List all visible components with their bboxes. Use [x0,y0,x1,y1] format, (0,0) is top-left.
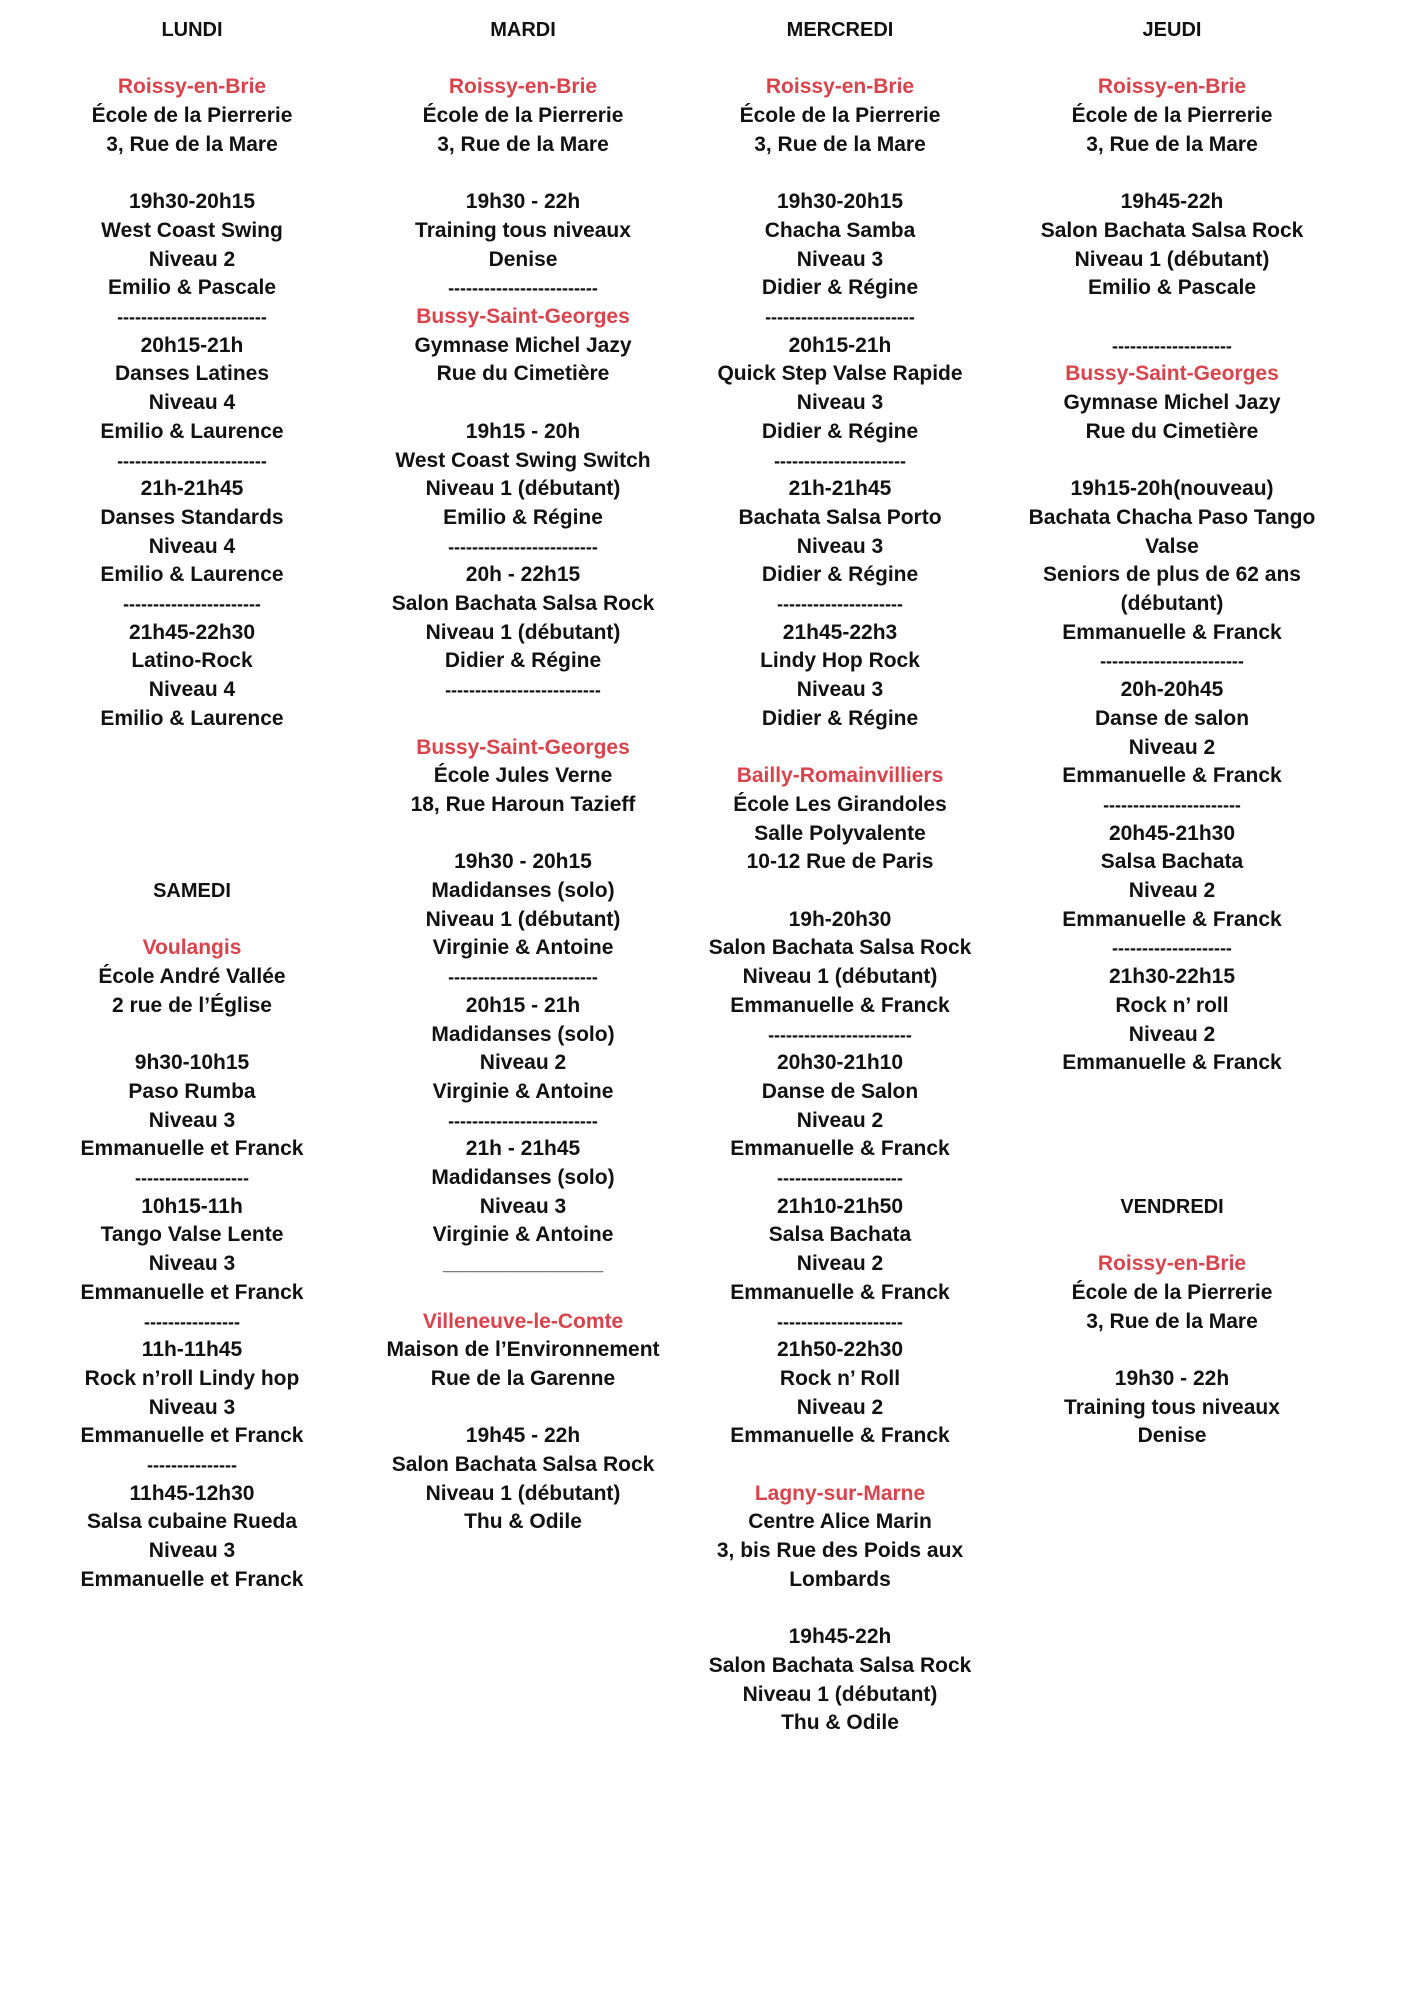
day-heading: LUNDI [161,19,223,41]
schedule-line: Niveau 1 (débutant) [742,1682,938,1706]
separator-line: ------------------------- [448,278,598,299]
day-heading: JEUDI [1142,19,1202,41]
schedule-line: 3, Rue de la Mare [754,132,926,156]
schedule-line: Emilio & Régine [443,505,603,529]
schedule-line: Quick Step Valse Rapide [717,362,963,386]
blank-line [1022,303,1322,332]
schedule-line: 2 rue de l’Église [112,993,272,1017]
schedule-line: Emmanuelle & Franck [730,1137,950,1161]
blank-line [373,705,673,734]
schedule-line: 19h15 - 20h [465,419,581,443]
blank-line [42,820,342,849]
schedule-line: 10-12 Rue de Paris [746,850,934,874]
schedule-line: Niveau 4 [148,391,236,415]
blank-line [42,734,342,763]
schedule-line: Chacha Samba [764,218,916,242]
day-heading: VENDREDI [1120,1195,1224,1218]
schedule-line: Salon Bachata Salsa Rock [391,1453,655,1477]
blank-line [690,734,990,763]
blank-line [373,160,673,189]
schedule-line: Lindy Hop Rock [760,649,920,673]
schedule-line: École Jules Verne [433,764,613,788]
schedule-line: Emmanuelle et Franck [80,1280,304,1304]
schedule-line: Didier & Régine [761,276,919,300]
separator-line: ------------------------- [117,450,267,471]
schedule-line: Danse de Salon [761,1079,919,1103]
schedule-line: 20h - 22h15 [465,563,581,587]
blank-line [690,1451,990,1480]
schedule-line: 19h30 - 22h [1114,1366,1230,1390]
separator-line: -------------------- [1112,335,1232,356]
blank-line [42,1020,342,1049]
schedule-line: Emilio & Pascale [1087,276,1257,300]
schedule-line: Niveau 2 [1128,879,1216,903]
schedule-line: Madidanses (solo) [431,1166,615,1190]
schedule-line: Salon Bachata Salsa Rock [708,936,972,960]
location-name: Bussy-Saint-Georges [1065,362,1279,386]
schedule-line: 20h-20h45 [1120,678,1224,702]
blank-line [42,791,342,820]
schedule-line: Danses Standards [100,505,284,529]
schedule-line: Niveau 3 [796,247,884,271]
location-name: Roissy-en-Brie [117,75,267,99]
schedule-line: Niveau 1 (débutant) [425,620,621,644]
schedule-line: Niveau 2 [796,1108,884,1132]
schedule-line: 19h30-20h15 [776,190,904,214]
blank-line [42,45,342,74]
schedule-line: 19h30-20h15 [128,190,256,214]
schedule-line: 19h45 - 22h [465,1424,581,1448]
separator-line: ------------------------- [765,307,915,327]
schedule-line: École de la Pierrerie [1071,1280,1273,1304]
schedule-line: École de la Pierrerie [422,104,624,128]
location-name: Bailly-Romainvilliers [736,764,944,788]
schedule-line: 21h - 21h45 [465,1137,581,1161]
schedule-line: 3, Rue de la Mare [106,132,278,156]
schedule-line: 19h45-22h [1120,190,1224,214]
schedule-line: Niveau 2 [479,1051,567,1075]
column-lundi [42,16,342,1595]
schedule-line: Tango Valse Lente [100,1223,284,1247]
schedule-line: Emmanuelle & Franck [730,1280,950,1304]
separator-line: ------------------------- [448,1110,598,1131]
location-name: Bussy-Saint-Georges [416,735,630,759]
schedule-line: 21h45-22h3 [782,620,898,644]
schedule-line: Emilio & Laurence [100,419,284,443]
separator-line: ------------------------- [117,307,267,327]
schedule-line: 3, Rue de la Mare [437,132,609,156]
blank-line [42,160,342,189]
separator-line: ------------------------- [448,967,598,988]
location-name: Lagny-sur-Marne [754,1481,926,1505]
location-name: Bussy-Saint-Georges [416,305,630,328]
schedule-line: Niveau 2 [1128,735,1216,759]
schedule-line: 20h15 - 21h [465,993,581,1017]
schedule-line: 10h15-11h [141,1194,243,1218]
schedule-line: Rock n’roll Lindy hop [84,1366,300,1390]
schedule-line: West Coast Swing Switch [395,448,651,472]
schedule-line: École Les Girandoles [733,792,947,816]
schedule-line: 20h30-21h10 [776,1051,904,1075]
separator-line: ------------------------- [448,536,598,557]
schedule-line: Bachata Chacha Paso Tango [1028,505,1316,529]
schedule-line: Niveau 1 (débutant) [425,477,621,501]
schedule-line: (débutant) [1120,592,1224,615]
blank-line [1022,1336,1322,1365]
schedule-line: Didier & Régine [761,563,919,587]
schedule-line: 3, Rue de la Mare [1086,1309,1258,1333]
schedule-line: 21h-21h45 [788,477,892,501]
blank-line [690,1595,990,1624]
location-name: Roissy-en-Brie [1097,75,1247,99]
blank-line [373,45,673,74]
schedule-line: Seniors de plus de 62 ans [1043,563,1301,587]
separator-line: -------------------- [1112,938,1232,959]
schedule-line: Niveau 3 [796,391,884,415]
schedule-line: Niveau 4 [148,534,236,558]
separator-line: ------------------------ [1100,651,1244,672]
schedule-line: École de la Pierrerie [91,104,293,128]
schedule-line: Valse [1145,534,1199,558]
blank-line [373,820,673,849]
location-name: Roissy-en-Brie [1097,1252,1247,1276]
schedule-line: Danse de salon [1094,706,1250,730]
blank-line [373,1394,673,1423]
schedule-line: Training tous niveaux [415,218,631,242]
separator-line: ----------------------- [1103,794,1241,815]
blank-line [1022,1221,1322,1250]
schedule-line: Paso Rumba [128,1079,256,1103]
blank-line [42,906,342,935]
schedule-line: 21h-21h45 [140,477,244,501]
schedule-line: Emmanuelle et Franck [80,1424,304,1448]
schedule-line: Salon Bachata Salsa Rock [1040,218,1304,242]
column-mercredi [690,16,990,1738]
blank-line [373,1279,673,1308]
blank-line [1022,1078,1322,1107]
schedule-line: 19h15-20h(nouveau) [1070,477,1274,501]
day-heading: SAMEDI [153,879,231,902]
separator-line: ------------------- [135,1167,249,1188]
schedule-line: 21h45-22h30 [128,620,256,644]
schedule-line: Latino-Rock [131,649,253,673]
schedule-line: École André Vallée [98,965,286,989]
schedule-line: Niveau 1 (débutant) [425,1481,621,1505]
location-name: Voulangis [142,936,242,960]
separator-line: ---------------------- [774,450,906,471]
schedule-line: Niveau 3 [796,678,884,702]
schedule-line: Niveau 2 [148,247,236,271]
schedule-line: Didier & Régine [761,706,919,730]
schedule-line: 11h-11h45 [141,1338,243,1362]
schedule-line: Niveau 1 (débutant) [742,965,938,989]
blank-line [1022,160,1322,189]
blank-line [1022,45,1322,74]
location-name: Roissy-en-Brie [448,75,598,99]
blank-line [1022,1164,1322,1193]
schedule-line: Emmanuelle & Franck [1062,620,1282,644]
schedule-line: 21h10-21h50 [776,1194,904,1218]
day-heading: MARDI [490,19,556,41]
schedule-line: 20h15-21h [140,333,244,357]
location-name: Villeneuve-le-Comte [422,1309,624,1333]
schedule-line: Rock n’ roll [1115,993,1229,1017]
schedule-line: Madidanses (solo) [431,1022,615,1046]
schedule-line: 20h45-21h30 [1108,821,1236,845]
schedule-line: 19h30 - 20h15 [454,850,592,874]
schedule-line: Madidanses (solo) [431,879,615,903]
schedule-line: Rue de la Garenne [430,1366,616,1390]
schedule-line: Salsa Bachata [1100,850,1244,874]
separator-line: ------------------------ [768,1024,912,1045]
schedule-line: Emmanuelle et Franck [80,1137,304,1161]
schedule-line: Lombards [789,1567,891,1591]
schedule-line: 21h50-22h30 [776,1338,904,1362]
schedule-line: Didier & Régine [761,419,919,443]
schedule-line: Salon Bachata Salsa Rock [708,1653,972,1677]
blank-line [42,762,342,791]
schedule-line: Salsa cubaine Rueda [86,1510,298,1534]
schedule-line: Emmanuelle & Franck [1062,764,1282,788]
schedule-line: Niveau 4 [148,678,236,702]
schedule-line: 3, bis Rue des Poids aux [716,1539,964,1563]
schedule-line: Emmanuelle & Franck [730,993,950,1017]
schedule-line: École de la Pierrerie [739,104,941,128]
schedule-line: Emmanuelle et Franck [80,1567,304,1591]
schedule-line: Virginie & Antoine [432,1079,614,1103]
separator-line: --------------- [147,1455,237,1476]
schedule-line: Emilio & Laurence [100,563,284,587]
schedule-line: West Coast Swing [101,218,283,242]
schedule-line: Emmanuelle & Franck [1062,907,1282,931]
column-jeudi [1022,16,1322,1451]
schedule-line: Salsa Bachata [768,1223,912,1247]
schedule-line: Denise [488,247,558,271]
blank-line [690,877,990,906]
schedule-line: Salle Polyvalente [754,821,926,845]
schedule-line: Bachata Salsa Porto [738,505,942,529]
schedule-line: Emmanuelle & Franck [1062,1051,1282,1075]
schedule-line: Maison de l’Environnement [386,1338,660,1362]
schedule-line: Thu & Odile [781,1711,899,1735]
schedule-line: Niveau 3 [796,534,884,558]
schedule-line: Rock n’ Roll [779,1366,901,1390]
separator-line: --------------------- [777,1311,903,1332]
column-mardi [373,16,673,1537]
schedule-line: Danses Latines [114,362,270,386]
schedule-line: Rue du Cimetière [436,362,610,386]
schedule-line: Niveau 3 [148,1252,236,1276]
separator-line: ---------------- [144,1311,240,1332]
schedule-line: Emilio & Laurence [100,706,284,730]
schedule-line: Gymnase Michel Jazy [1063,391,1281,415]
separator-line: ----------------------- [123,594,261,615]
schedule-line: Centre Alice Marin [748,1510,932,1534]
schedule-line: 20h15-21h [788,333,892,357]
schedule-line: Gymnase Michel Jazy [414,333,632,357]
schedule-line: Niveau 3 [479,1194,567,1218]
separator-line: -------------------------- [445,680,601,701]
day-heading: MERCREDI [786,19,894,41]
schedule-line: 18, Rue Haroun Tazieff [410,792,636,816]
schedule-line: Niveau 2 [796,1395,884,1419]
blank-line [373,389,673,418]
schedule-line: Niveau 1 (débutant) [1074,247,1270,271]
schedule-line: Denise [1137,1424,1207,1448]
schedule-line: 19h45-22h [788,1625,892,1649]
schedule-line: Niveau 3 [148,1108,236,1132]
schedule-line: Niveau 3 [148,1395,236,1419]
separator-line: --------------------- [777,594,903,615]
schedule-line: Virginie & Antoine [432,936,614,960]
schedule-line: 19h30 - 22h [465,190,581,214]
separator-line: ________________ [442,1254,604,1275]
schedule-line: École de la Pierrerie [1071,104,1273,128]
schedule-line: 21h30-22h15 [1108,965,1236,989]
schedule-line: 9h30-10h15 [134,1051,250,1075]
location-name: Roissy-en-Brie [765,75,915,99]
schedule-line: Salon Bachata Salsa Rock [391,592,655,616]
schedule-line: Niveau 2 [796,1252,884,1276]
schedule-line: Training tous niveaux [1064,1395,1280,1419]
separator-line: --------------------- [777,1168,903,1189]
schedule-line: 11h45-12h30 [129,1481,255,1505]
schedule-line: Emmanuelle & Franck [730,1424,950,1448]
schedule-line: Virginie & Antoine [432,1223,614,1247]
schedule-line: Thu & Odile [464,1510,582,1534]
blank-line [1022,1107,1322,1136]
schedule-line: 3, Rue de la Mare [1086,132,1258,156]
schedule-line: Niveau 3 [148,1539,236,1563]
schedule-line: Emilio & Pascale [107,276,277,300]
blank-line [1022,1135,1322,1164]
blank-line [690,160,990,189]
schedule-line: 19h-20h30 [788,907,892,931]
schedule-line: Niveau 1 (débutant) [425,907,621,931]
blank-line [42,848,342,877]
schedule-line: Didier & Régine [444,649,602,673]
blank-line [1022,447,1322,476]
blank-line [690,45,990,74]
schedule-line: Niveau 2 [1128,1022,1216,1046]
schedule-line: Rue du Cimetière [1085,419,1259,443]
